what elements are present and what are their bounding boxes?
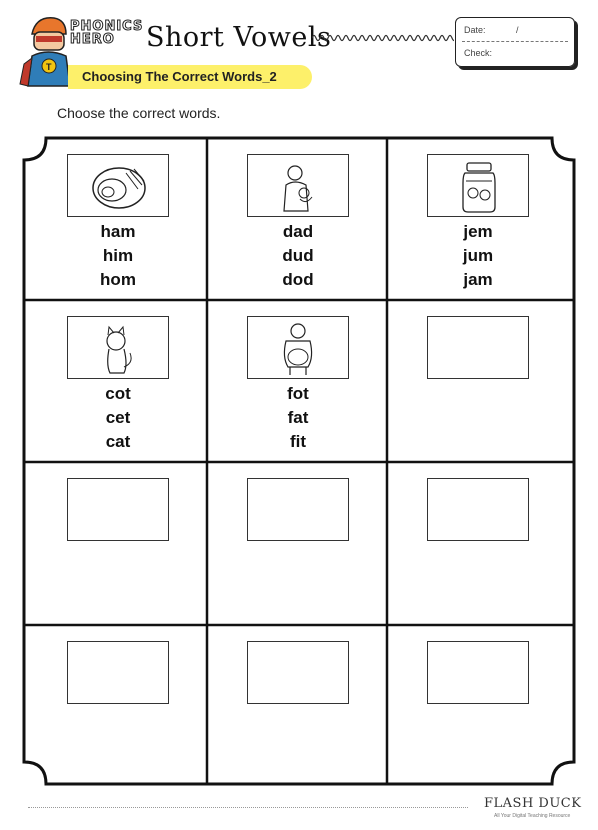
word-choice[interactable]: ham — [100, 222, 136, 241]
empty-picture-box — [67, 478, 169, 541]
worksheet-cell — [29, 302, 207, 462]
picture-box — [67, 316, 169, 379]
word-choice[interactable]: cet — [105, 408, 131, 427]
word-choice[interactable]: dud — [282, 246, 314, 265]
empty-picture-box — [427, 641, 529, 704]
footer-divider — [28, 807, 468, 808]
worksheet-subtitle: Choosing The Correct Words_2 — [68, 65, 312, 89]
worksheet-cell — [209, 140, 387, 300]
worksheet-cell — [29, 627, 207, 787]
empty-picture-box — [427, 478, 529, 541]
picture-box — [247, 316, 349, 379]
word-choices — [29, 382, 207, 454]
footer-tagline: All Your Digital Teaching Resource — [494, 813, 571, 819]
word-choice[interactable]: fot — [287, 384, 309, 403]
empty-picture-box — [247, 641, 349, 704]
jam-jar-icon — [428, 155, 528, 216]
word-choice[interactable]: fat — [287, 408, 309, 427]
divider — [462, 41, 568, 42]
decorative-squiggle — [312, 30, 454, 46]
date-slash: / — [516, 25, 519, 35]
word-choices — [209, 220, 387, 292]
word-choice[interactable]: cat — [105, 432, 131, 451]
empty-picture-box — [427, 316, 529, 379]
instructions: Choose the correct words. — [57, 105, 221, 121]
word-choice[interactable]: jem — [463, 222, 493, 241]
worksheet-cell — [389, 627, 567, 787]
worksheet-cell — [389, 140, 567, 300]
page-title: Short Vowels — [146, 22, 332, 53]
word-choices — [389, 220, 567, 292]
flashduck-logo: FLASH DUCK All Your Digital Teaching Resource — [484, 796, 582, 819]
picture-box — [67, 154, 169, 217]
word-choice[interactable]: him — [102, 246, 134, 265]
word-choice[interactable]: jam — [463, 270, 493, 289]
empty-picture-box — [67, 641, 169, 704]
word-choices — [29, 220, 207, 292]
date-check-box — [455, 17, 575, 67]
word-choices — [209, 382, 387, 454]
worksheet-cell — [209, 464, 387, 624]
fat-man-icon — [248, 317, 348, 378]
word-choice[interactable]: fit — [289, 432, 307, 451]
worksheet-cell — [389, 302, 567, 462]
picture-box — [247, 154, 349, 217]
worksheet-cell — [209, 627, 387, 787]
check-label: Check: — [464, 48, 493, 58]
word-choice[interactable]: hom — [100, 270, 136, 289]
worksheet-cell — [29, 464, 207, 624]
worksheet-cell — [209, 302, 387, 462]
date-label: Date: — [464, 25, 486, 35]
dad-icon — [248, 155, 348, 216]
ham-icon — [68, 155, 168, 216]
word-choice[interactable]: jum — [462, 246, 494, 265]
worksheet-cell — [29, 140, 207, 300]
picture-box — [427, 154, 529, 217]
word-choice[interactable]: dad — [282, 222, 314, 241]
worksheet-cell — [389, 464, 567, 624]
empty-picture-box — [247, 478, 349, 541]
word-choice[interactable]: dod — [282, 270, 314, 289]
cat-icon — [68, 317, 168, 378]
word-choice[interactable]: cot — [105, 384, 131, 403]
svg-text:T: T — [46, 62, 52, 72]
brand-logo-text: PHONICS HERO — [70, 19, 144, 47]
